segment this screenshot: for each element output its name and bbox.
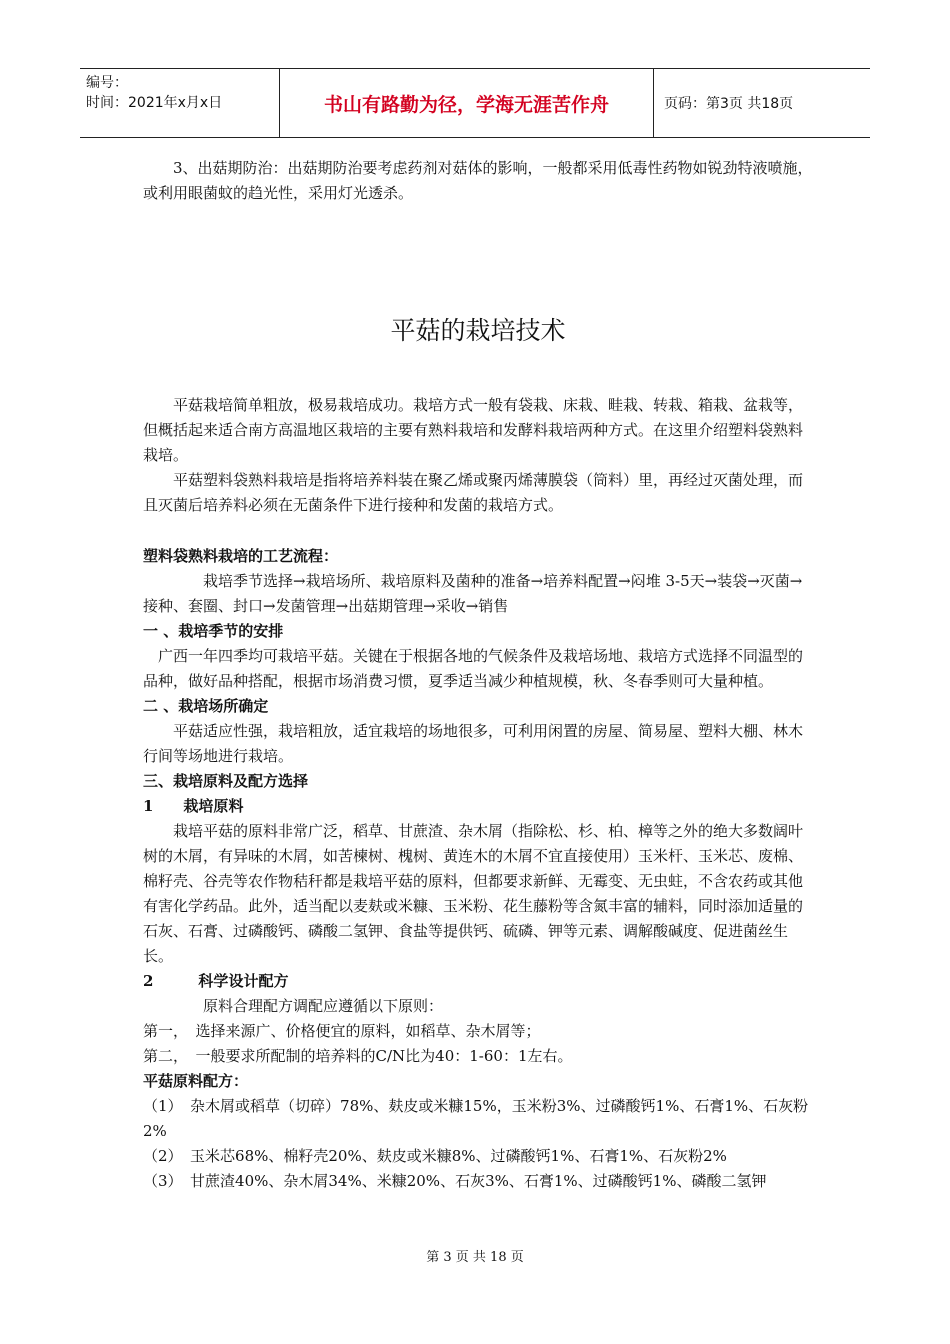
- number-label: 编号：: [86, 75, 128, 91]
- spacer: [143, 518, 813, 544]
- intro-paragraph: 3、出菇期防治：出菇期防治要考虑药剂对菇体的影响，一般都采用低毒性药物如锐劲特液喷施，或利用眼菌蚊的趋光性，采用灯光透杀。: [143, 159, 813, 202]
- formula-2: （2） 玉米芯68%、棉籽壳20%、麸皮或米糠8%、过磷酸钙1%、石膏1%、石灰粉2%: [143, 1147, 727, 1165]
- date-label: 时间：2021年x月x日: [86, 95, 223, 111]
- process-heading: 塑料袋熟料栽培的工艺流程：: [143, 547, 339, 565]
- subsection-1-heading: 1 栽培原料: [143, 797, 244, 815]
- page-header: [80, 68, 870, 138]
- paragraph-2: 平菇塑料袋熟料栽培是指将培养料装在聚乙烯或聚丙烯薄膜袋（筒料）里，再经过灭菌处理，而且灭菌后培养料必须在无菌条件下进行接种和发菌的栽培方式。: [143, 471, 804, 514]
- document-title: 平菇的栽培技术: [390, 316, 566, 345]
- subsection-1-text: 栽培平菇的原料非常广泛，稻草、甘蔗渣、杂木屑（指除松、杉、柏、樟等之外的绝大多数阔叶树的木屑，有异味的木屑，如苦楝树、槐树、黄连木的木屑不宜直接使用）玉米杆、玉米芯、废棉、棉籽壳、谷壳等农作物秸秆都是栽培平菇的原料，但都要求新鲜、无霉变、无虫蛀，不含农药或其他有害化学药品。此外，适当配以麦麸或米糠、玉米粉、花生藤粉等含氮丰富的辅料，同时添加适量的石灰、石膏、过磷酸钙、磷酸二氢钾、食盐等提供钙、硫磷、钾等元素、调解酸碱度、促进菌丝生长。: [143, 822, 804, 965]
- spacer: [143, 206, 813, 318]
- subsection-2-text: 原料合理配方调配应遵循以下原则：: [203, 997, 444, 1015]
- rule-2: 第二， 一般要求所配制的培养料的C/N比为40：1-60：1左右。: [143, 1047, 573, 1065]
- rule-1: 第一， 选择来源广、价格便宜的原料，如稻草、杂木屑等；: [143, 1022, 541, 1040]
- paragraph-1: 平菇栽培简单粗放，极易栽培成功。栽培方式一般有袋栽、床栽、畦栽、转栽、箱栽、盆栽等，但概括起来适合南方高温地区栽培的主要有熟料栽培和发酵料栽培两种方式。在这里介绍塑料袋熟料栽培。: [143, 396, 804, 464]
- header-meta: [80, 69, 280, 137]
- section-3-heading: 三、栽培原料及配方选择: [143, 772, 309, 790]
- process-text: 栽培季节选择→栽培场所、栽培原料及菌种的准备→培养料配置→闷堆 3-5天→装袋→灭菌→接种、套圈、封口→发菌管理→出菇期管理→采收→销售: [143, 572, 803, 615]
- header-motto: 书山有路勤为径，学海无涯苦作舟: [280, 69, 654, 137]
- subsection-2-heading: 2 科学设计配方: [143, 972, 289, 990]
- section-2-heading: 二 、栽培场所确定: [143, 697, 269, 715]
- formula-heading: 平菇原料配方：: [143, 1072, 249, 1090]
- formula-3: （3） 甘蔗渣40%、杂木屑34%、米糠20%、石灰3%、石膏1%、过磷酸钙1%、磷酸二氢钾: [143, 1172, 767, 1190]
- page-footer: 第 3 页 共 18 页: [426, 1250, 524, 1265]
- formula-1: （1） 杂木屑或稻草（切碎）78%、麸皮或米糠15%，玉米粉3%、过磷酸钙1%、石膏1%、石灰粉2%: [143, 1097, 809, 1140]
- section-1-text: 广西一年四季均可栽培平菇。关键在于根据各地的气候条件及栽培场地、栽培方式选择不同温型的品种，做好品种搭配，根据市场消费习惯，夏季适当减少种植规模，秋、冬春季则可大量种植。: [143, 647, 804, 690]
- document-body: [143, 156, 813, 1194]
- section-1-heading: 一 、栽培季节的安排: [143, 622, 284, 640]
- section-2-text: 平菇适应性强，栽培粗放，适宜栽培的场地很多，可利用闲置的房屋、简易屋、塑料大棚、林木行间等场地进行栽培。: [143, 722, 804, 765]
- header-page-label: 页码：第3页 共18页: [664, 96, 794, 112]
- spacer: [143, 343, 813, 393]
